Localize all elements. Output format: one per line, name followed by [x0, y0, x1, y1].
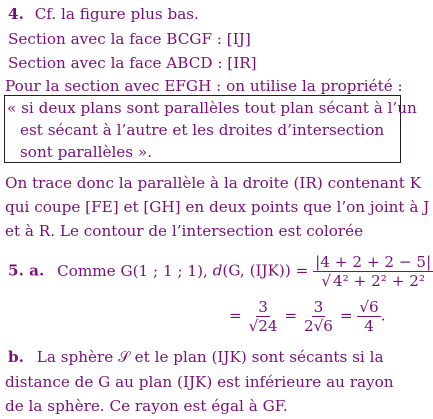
distance-radicand: 4² + 2² + 2²: [333, 272, 426, 290]
distance-args: (G, (IJK)) =: [222, 261, 309, 280]
fraction-3-over-sqrt24: [247, 298, 280, 335]
distance-symbol: d: [212, 261, 223, 280]
q5b-text-1: La sphère 𝒮 et le plan (IJK) sont sécants si la: [36, 348, 384, 366]
fraction-denominator: 4: [364, 317, 374, 335]
distance-numerator: |4 + 2 + 2 − 5|: [315, 253, 432, 271]
q5b-line-2: distance de G au plan (IJK) est inférieure au rayon: [5, 373, 394, 391]
equals-1: =: [229, 306, 242, 325]
section-bcgf: Section avec la face BCGF : [IJ]: [8, 30, 251, 48]
q4-line-1: [8, 5, 199, 24]
construction-line-3: et à R. Le contour de l’intersection est colorée: [5, 222, 364, 240]
q5-number: 5. a.: [8, 261, 45, 280]
q5b-label: b.: [8, 348, 24, 366]
q5-intro: Comme G(1 ; 1 ; 1),: [57, 261, 208, 280]
q4-intro: Cf. la figure plus bas.: [34, 5, 199, 23]
fraction-denominator: 2√6: [303, 317, 333, 335]
fraction-3-over-2sqrt6: [302, 298, 335, 335]
section-efgh: Pour la section avec EFGH : on utilise la propriété :: [5, 77, 403, 95]
fraction-numerator: √6: [359, 298, 379, 316]
final-period: .: [380, 306, 386, 325]
q5b-line-3: de la sphère. Ce rayon est égal à GF.: [5, 397, 288, 415]
distance-fraction: [313, 253, 433, 290]
equals-2: =: [284, 306, 298, 325]
equals-3: =: [339, 306, 353, 325]
fraction-denominator: √24: [248, 317, 278, 335]
section-abcd: Section avec la face ABCD : [IR]: [8, 54, 257, 72]
construction-line-2: qui coupe [FE] et [GH] en deux points que l’on joint à J: [5, 198, 430, 216]
sqrt-symbol: √: [321, 272, 332, 290]
distance-denominator: [319, 272, 427, 290]
q5b-line-1: [8, 348, 384, 367]
property-line-3: sont parallèles ».: [20, 143, 153, 161]
fraction-numerator: 3: [313, 298, 324, 316]
construction-line-1: On trace donc la parallèle à la droite (IR) contenant K: [5, 174, 422, 192]
fraction-sqrt6-over-4: [357, 298, 380, 335]
property-line-1: « si deux plans sont parallèles tout plan sécant à l’un: [7, 99, 417, 117]
q4-number: 4.: [8, 5, 24, 23]
q5a-equation-1: [8, 253, 433, 290]
property-line-2: est sécant à l’autre et les droites d’intersection: [20, 121, 385, 139]
fraction-numerator: 3: [258, 298, 268, 316]
q5a-equation-2: [229, 298, 386, 335]
